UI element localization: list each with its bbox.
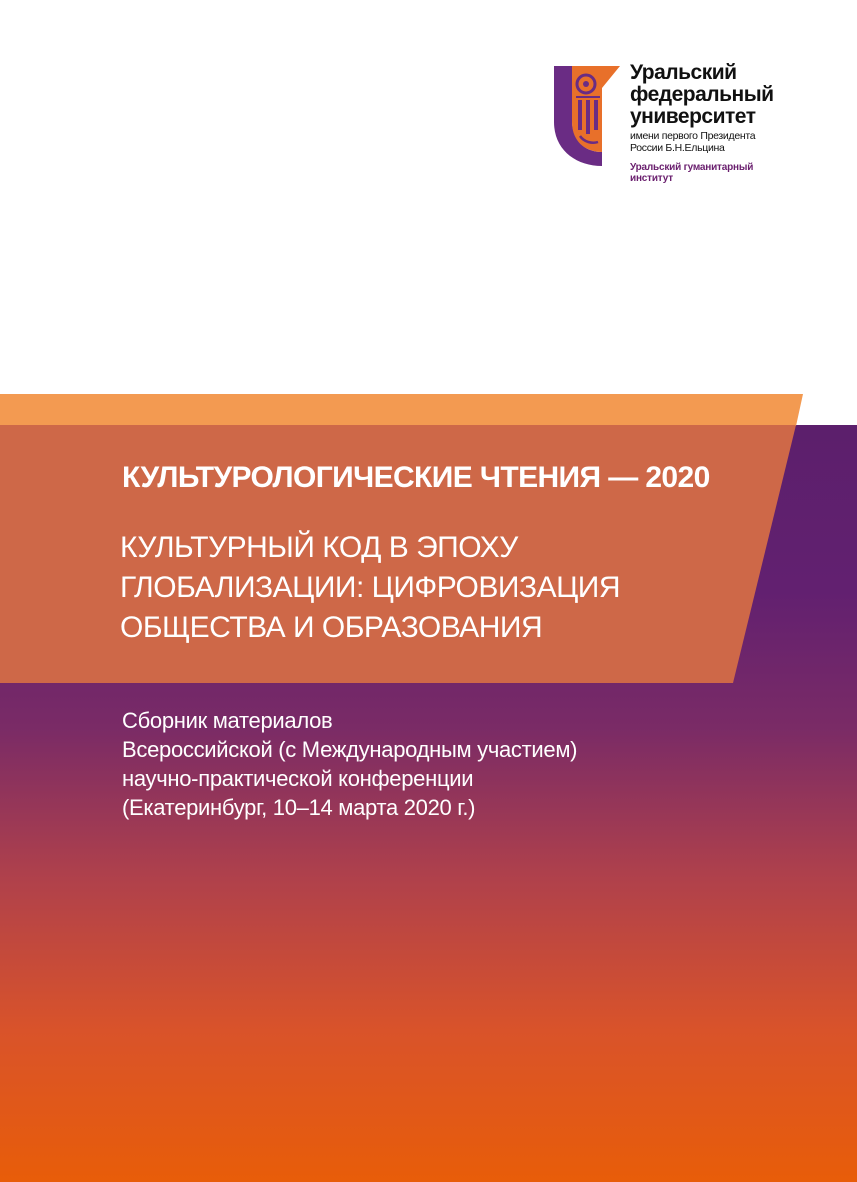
collection-description: [122, 706, 762, 822]
description-line: научно-практической конференции: [122, 766, 474, 791]
light-orange-stripe: [0, 394, 857, 426]
institute-name-line: Уральский гуманитарный: [630, 162, 754, 173]
description-line: (Екатеринбург, 10–14 марта 2020 г.): [122, 795, 476, 820]
description-line: Сборник материалов: [122, 708, 333, 733]
university-name-line: университет: [630, 105, 756, 128]
university-name-line: Уральский: [630, 61, 737, 84]
description-line: Всероссийской (с Международным участием): [122, 737, 578, 762]
book-title: [120, 528, 760, 648]
institute-name-line: институт: [630, 173, 673, 184]
book-title-line: ГЛОБАЛИЗАЦИИ: ЦИФРОВИЗАЦИЯ: [120, 571, 621, 604]
university-logo: [550, 62, 810, 202]
university-subtitle: [630, 130, 810, 154]
urfu-emblem-icon: [550, 62, 622, 166]
series-title: КУЛЬТУРОЛОГИЧЕСКИЕ ЧТЕНИЯ — 2020: [122, 461, 710, 494]
university-name-line: федеральный: [630, 83, 774, 106]
logo-text: [630, 62, 810, 184]
university-subtitle-line: России Б.Н.Ельцина: [630, 142, 725, 154]
book-title-line: КУЛЬТУРНЫЙ КОД В ЭПОХУ: [120, 531, 518, 564]
institute-name: [630, 162, 810, 184]
book-title-line: ОБЩЕСТВА И ОБРАЗОВАНИЯ: [120, 611, 543, 644]
university-subtitle-line: имени первого Президента: [630, 130, 756, 142]
university-name: [630, 62, 810, 128]
